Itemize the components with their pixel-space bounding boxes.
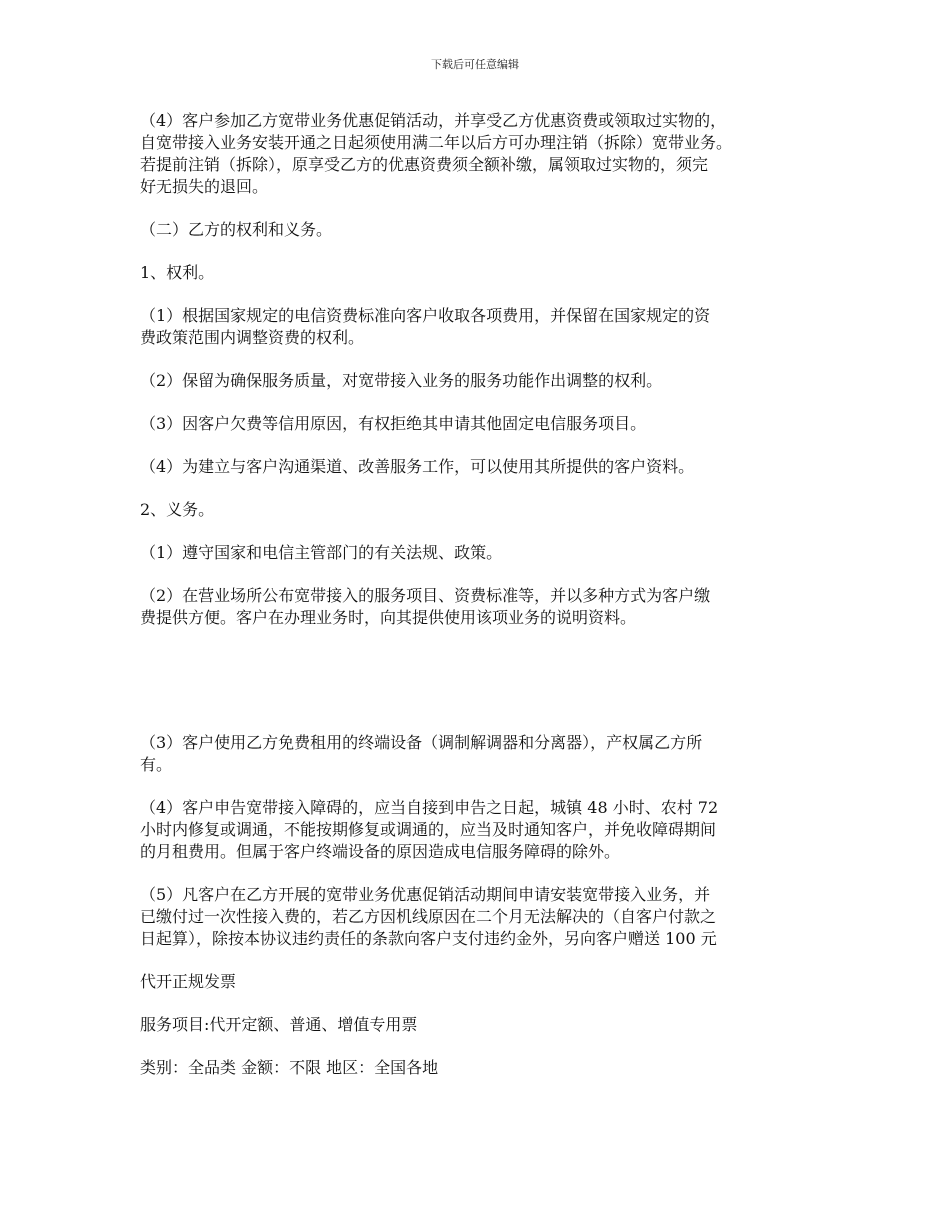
clause-4-customer-promotion: （4）客户参加乙方宽带业务优惠促销活动，并享受乙方优惠资费或领取过实物的， 自宽带接入业务安装开通之日起须使用满二年以后方可办理注销（拆除）宽带业务。 若提前注销（拆除），原享受乙方的优惠资费须全额补缴，属领取过实物的，须完 好无损失的退回。 — [140, 111, 733, 196]
page-header: 下载后可任意编辑 — [431, 58, 519, 71]
obligations-item-5: （5）凡客户在乙方开展的宽带业务优惠促销活动期间申请安装宽带接入业务，并 已缴付过一次性接入费的，若乙方因机线原因在二个月无法解决的（自客户付款之 日起算），除按本协议违约责任的条款向客户支付违约金外，另向客户赠送 100 元 — [140, 885, 717, 948]
rights-item-4: （4）为建立与客户沟通渠道、改善服务工作，可以使用其所提供的客户资料。 — [140, 457, 695, 476]
page-break-gap — [140, 650, 820, 732]
rights-item-3: （3）因客户欠费等信用原因，有权拒绝其申请其他固定电信服务项目。 — [140, 414, 647, 433]
rights-item-1: （1）根据国家规定的电信资费标准向客户收取各项费用，并保留在国家规定的资 费政策范围内调整资费的权利。 — [140, 306, 711, 347]
subsection-obligations: 2、义务。 — [140, 500, 215, 519]
subsection-rights: 1、权利。 — [140, 263, 215, 282]
obligations-item-1: （1）遵守国家和电信主管部门的有关法规、政策。 — [140, 543, 503, 562]
ad-line-service-items: 服务项目:代开定额、普通、增值专用票 — [140, 1015, 418, 1034]
document-body — [140, 110, 820, 1100]
obligations-item-3: （3）客户使用乙方免费租用的终端设备（调制解调器和分离器），产权属乙方所 有。 — [140, 733, 703, 774]
section-heading-rights-obligations: （二）乙方的权利和义务。 — [140, 220, 333, 239]
ad-line-category: 类别：全品类 金额：不限 地区：全国各地 — [140, 1058, 439, 1077]
obligations-item-4: （4）客户申告宽带接入障碍的，应当自接到申告之日起，城镇 48 小时、农村 72 小时内修复或调通，不能按期修复或调通的，应当及时通知客户，并免收障碍期间 的月租费用。但属于客户终端设备的原因造成电信服务障碍的除外。 — [140, 798, 719, 861]
ad-line-invoice: 代开正规发票 — [140, 972, 237, 991]
rights-item-2: （2）保留为确保服务质量，对宽带接入业务的服务功能作出调整的权利。 — [140, 371, 663, 390]
obligations-item-2: （2）在营业场所公布宽带接入的服务项目、资费标准等，并以多种方式为客户缴 费提供方便。客户在办理业务时，向其提供使用该项业务的说明资料。 — [140, 586, 711, 627]
